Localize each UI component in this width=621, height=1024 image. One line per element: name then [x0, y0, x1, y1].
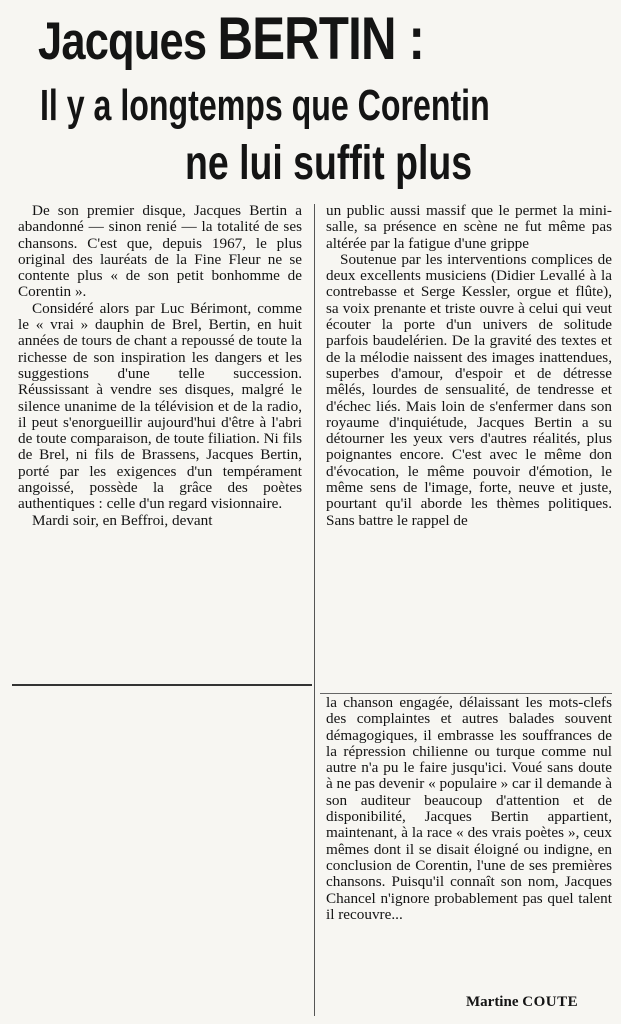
- article-column-right-bottom: [326, 695, 612, 923]
- author-first-name: Martine: [466, 994, 519, 1010]
- column-end-rule: [12, 684, 312, 686]
- article-column-right-top: [326, 203, 612, 529]
- headline-first-name: Jacques: [38, 12, 207, 71]
- article-paragraph: De son premier disque, Jacques Bertin a abandonné — sinon renié — la totalité de ses chansons. C'est que, depuis 1967, le plus original des lauréats de la Fine Fleur ne se contente plus « de son petit bonhomme de Corentin ».: [18, 202, 302, 301]
- headline-last-name: BERTIN :: [217, 5, 425, 72]
- author-byline: [466, 994, 578, 1011]
- headline-subtitle-line-1: Il y a longtemps que Corentin: [40, 81, 490, 130]
- headline-title: [38, 6, 424, 75]
- author-last-name: COUTE: [522, 994, 579, 1010]
- headline-subtitle-line-2: ne lui suffit plus: [185, 137, 473, 190]
- article-paragraph: Considéré alors par Luc Bérimont, comme le « vrai » dauphin de Brel, Bertin, en huit années de tours de chant a repoussé de toute la richesse de son inspiration les dangers et les suggestions d'une telle succession. Réussissant à vendre ses disques, malgré le silence unanime de la télévision et de la radio, il peut s'enorgueillir aujourd'hui d'être à l'abri de toute comparaison, de toute filiation. Ni fils de Brel, ni fils de Brassens, Jacques Bertin, porté par les exigences d'un tempérament angoissé, possède la grâce des poètes authentiques : celle d'un regard visionnaire.: [18, 299, 302, 513]
- article-column-left: [18, 203, 302, 529]
- column-divider: [314, 204, 315, 1016]
- article-paragraph: la chanson engagée, délaissant les mots-clefs des complaintes et autres balades souvent démagogiques, il embrasse les souffrances de la répression chilienne ou turque comme nul autre n'a pu le faire jusqu'ici. Voué sans doute à ne pas devenir « populaire » car il demande à son auditeur beaucoup d'attention et de disponibilité, Jacques Bertin appartient, maintenant, à la race « des vrais poètes », ceux mêmes dont il se disait éloigné ou indigne, en conclusion de Corentin, l'une de ses premières chansons. Puisqu'il connaît son nom, Jacques Chancel n'ignore probablement pas quel talent il recouvre...: [326, 694, 612, 923]
- article-paragraph: Mardi soir, en Beffroi, devant: [32, 511, 213, 529]
- article-paragraph: Soutenue par les interventions complices de deux excellents musiciens (Didier Levallé à la contrebasse et Serge Kessler, orgue et flûte), sa voix prenante et triste ouvre à celui qui veut écouter la porte d'un univers de solitude parfois baudelérien. De la gravité des textes et de la mélodie naissent des images inattendues, superbes d'amour, d'espoir et de détresse mêlés, lourdes de sensualité, de tendresse et d'échec liés. Mais loin de s'enfermer dans son royaume d'inquiétude, Jacques Bertin a su détourner les yeux vers d'autres réalités, plus poignantes encore. C'est avec le même don d'évocation, le même pouvoir d'émotion, le même sens de l'image, forte, neuve et juste, pourtant qu'il aborde les thèmes politiques. Sans battre le rappel de: [326, 250, 612, 529]
- article-paragraph: un public aussi massif que le permet la mini-salle, sa présence en scène ne fut même pas altérée par la fatigue d'une grippe: [326, 202, 612, 252]
